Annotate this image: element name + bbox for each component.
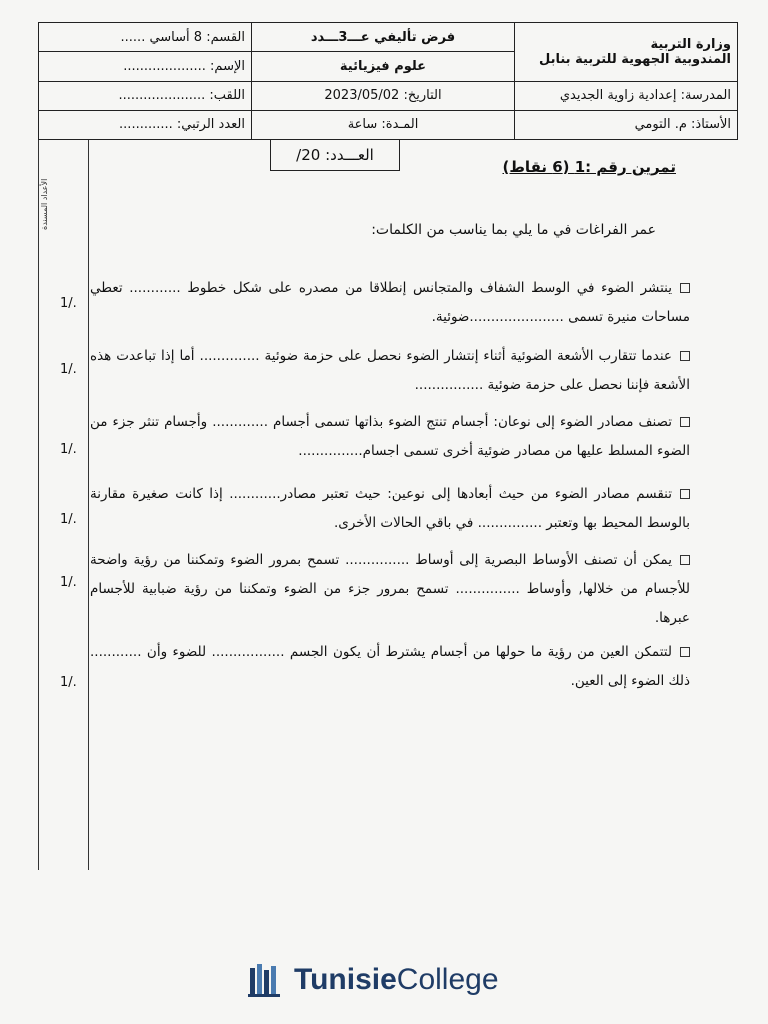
first-name-field: الإسم: ....................: [39, 52, 252, 81]
grades-margin-label: الأعداد المسندة: [40, 178, 49, 230]
school-name: المدرسة: إعدادية زاوية الجديدي: [515, 81, 738, 110]
question-text: لتتمكن العين من رؤية ما حولها من أجسام يشترط أن يكون الجسم ................. للضوء وأن ............ ذلك الضوء إلى العين.: [90, 644, 690, 689]
question-mark: 1/.: [60, 512, 77, 527]
question-item: [90, 480, 690, 538]
ministry-block: [515, 23, 738, 82]
bullet-box-icon: [680, 489, 690, 499]
bullet-box-icon: [680, 283, 690, 293]
class-field: القسم: 8 أساسي ......: [39, 23, 252, 52]
duration: المـدة: ساعة: [252, 110, 515, 139]
exercise-instruction: عمر الفراغات في ما يلي بما يناسب من الكلمات:: [371, 222, 656, 238]
brand-part-2: College: [396, 963, 499, 996]
question-mark: 1/.: [60, 575, 77, 590]
commission-name: المندوبية الجهوية للتربية بنابل: [538, 51, 731, 67]
header-table: [38, 22, 738, 140]
score-box: العـــدد: 20/: [270, 140, 400, 171]
books-icon: [246, 960, 286, 1000]
question-mark: 1/.: [60, 362, 77, 377]
rank-field: العدد الرتبي: .............: [39, 110, 252, 139]
exercise-title: تمرين رقم :1 (6 نقاط): [502, 158, 676, 176]
exam-title: فرض تأليفي عـــ3ـــدد: [252, 23, 515, 52]
tunisie-college-logo: [246, 958, 499, 1002]
question-text: يمكن أن تصنف الأوساط البصرية إلى أوساط ............... تسمح بمرور الضوء وتمكننا من رؤية واضحة للأجسام من خلالها, وأوساط ............... تسمح بمرور جزء من الضوء وتمكننا من رؤية ضبابية للأجسام عبرها.: [90, 552, 690, 626]
grading-margin-line: [88, 140, 89, 870]
teacher-name: الأستاذ: م. التومي: [515, 110, 738, 139]
subject: علوم فيزيائية: [252, 52, 515, 81]
question-item: [90, 546, 690, 633]
brand-part-1: Tunisie: [294, 963, 397, 996]
last-name-field: اللقب: .....................: [39, 81, 252, 110]
question-mark: 1/.: [60, 296, 77, 311]
question-item: [90, 408, 690, 466]
question-item: [90, 638, 690, 696]
bullet-box-icon: [680, 555, 690, 565]
question-text: ينتشر الضوء في الوسط الشفاف والمتجانس إنطلاقا من مصدره على شكل خطوط ............ تعطي مساحات منيرة تسمى ......................ضوئية.: [90, 280, 690, 325]
question-text: تنقسم مصادر الضوء من حيث أبعادها إلى نوعين: حيث تعتبر مصادر............ إذا كانت صغيرة مقارنة بالوسط المحيط بها وتعتبر ............... في باقي الحالات الأخرى.: [90, 486, 690, 531]
bullet-box-icon: [680, 351, 690, 361]
exam-date: التاريخ: 2023/05/02: [252, 81, 515, 110]
left-border: [38, 140, 39, 870]
question-mark: 1/.: [60, 442, 77, 457]
question-item: [90, 274, 690, 332]
bullet-box-icon: [680, 417, 690, 427]
bullet-box-icon: [680, 647, 690, 657]
question-item: [90, 342, 690, 400]
question-mark: 1/.: [60, 675, 77, 690]
question-text: تصنف مصادر الضوء إلى نوعان: أجسام تنتج الضوء بذاتها تسمى أجسام ............. وأجسام تنثر جزء من الضوء المسلط عليها من مصادر ضوئية أخرى تسمى اجسام...............: [90, 414, 690, 459]
question-text: عندما تتقارب الأشعة الضوئية أثناء إنتشار الضوء نحصل على حزمة ضوئية .............. أما إذا تباعدت هذه الأشعة فإننا نحصل على حزمة ضوئية ................: [90, 348, 690, 393]
ministry-name: وزارة التربية: [650, 36, 731, 52]
